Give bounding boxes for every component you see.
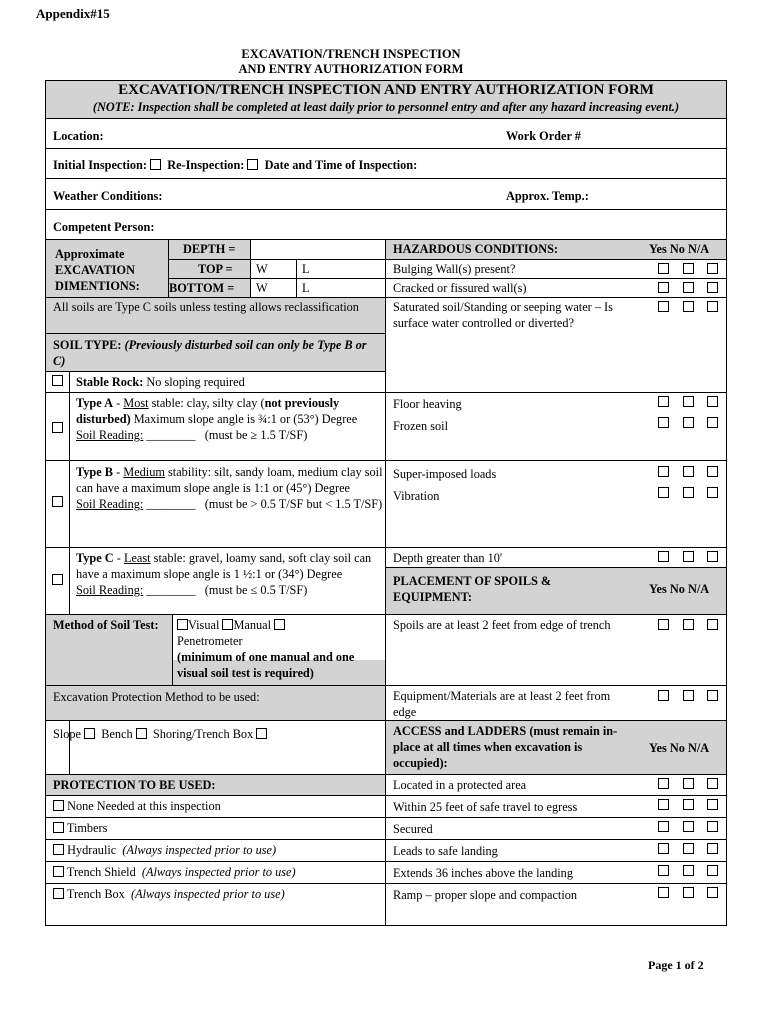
heading-line-1: EXCAVATION/TRENCH INSPECTION	[241, 47, 461, 61]
na-box[interactable]	[707, 865, 718, 876]
type-a-text: Type A - Most stable: clay, silty clay (not previously disturbed) Maximum slope angle is ¾:1 or (53°) Degree Soil Reading: ________ (must be ≥ 1.5 T/SF)	[76, 396, 358, 442]
protection-shield: Trench Shield (Always inspected prior to use)	[53, 864, 296, 880]
yes-box[interactable]	[658, 487, 669, 498]
reinspection-checkbox[interactable]	[247, 159, 258, 170]
top-w[interactable]: W	[256, 262, 268, 276]
na-box[interactable]	[707, 843, 718, 854]
temp-label: Approx. Temp.:	[506, 189, 589, 203]
protection-box: Trench Box (Always inspected prior to use)	[53, 886, 285, 902]
na-box[interactable]	[707, 778, 718, 789]
yes-box[interactable]	[658, 417, 669, 428]
manual-checkbox[interactable]	[222, 619, 233, 630]
na-box[interactable]	[707, 263, 718, 274]
yes-box[interactable]	[658, 843, 669, 854]
no-box[interactable]	[683, 821, 694, 832]
access-item: Ramp – proper slope and compaction	[393, 888, 578, 902]
yes-box[interactable]	[658, 865, 669, 876]
depth-field[interactable]	[251, 241, 385, 259]
work-order-label: Work Order #	[506, 129, 581, 143]
competent-person-row[interactable]	[46, 210, 726, 240]
no-box[interactable]	[683, 887, 694, 898]
spoils-item: Equipment/Materials are at least 2 feet from edge	[393, 689, 611, 719]
yes-box[interactable]	[658, 619, 669, 630]
no-box[interactable]	[683, 282, 694, 293]
method-options: Visual Manual Penetrometer (minimum of one manual and one visual soil test is required)	[177, 618, 355, 680]
yes-box[interactable]	[658, 466, 669, 477]
hazard-item: Saturated soil/Standing or seeping water – Is surface water controlled or diverted?	[393, 300, 613, 330]
no-box[interactable]	[683, 396, 694, 407]
weather-label: Weather Conditions:	[53, 189, 163, 203]
yes-box[interactable]	[658, 690, 669, 701]
appendix-label: Appendix#15	[36, 6, 110, 21]
initial-inspection-label: Initial Inspection:	[53, 158, 147, 172]
no-box[interactable]	[683, 843, 694, 854]
bottom-label: BOTTOM =	[169, 281, 235, 295]
penetrometer-checkbox[interactable]	[274, 619, 285, 630]
spoils-header: PLACEMENT OF SPOILS & EQUIPMENT:	[393, 574, 552, 604]
bench-checkbox[interactable]	[136, 728, 147, 739]
hazard-item: Vibration	[393, 489, 440, 503]
no-box[interactable]	[683, 865, 694, 876]
na-box[interactable]	[707, 690, 718, 701]
type-c-checkbox[interactable]	[52, 574, 63, 585]
na-box[interactable]	[707, 551, 718, 562]
slope-checkbox[interactable]	[84, 728, 95, 739]
heading-line-2: AND ENTRY AUTHORIZATION FORM	[238, 62, 464, 76]
no-box[interactable]	[683, 551, 694, 562]
hazard-item: Cracked or fissured wall(s)	[393, 281, 527, 295]
no-box[interactable]	[683, 417, 694, 428]
na-box[interactable]	[707, 396, 718, 407]
spoils-item: Spoils are at least 2 feet from edge of trench	[393, 618, 611, 632]
no-box[interactable]	[683, 263, 694, 274]
protection-method-options: Slope Bench Shoring/Trench Box	[53, 726, 267, 742]
hazards-header: HAZARDOUS CONDITIONS:	[393, 242, 559, 256]
na-box[interactable]	[707, 799, 718, 810]
yes-box[interactable]	[658, 778, 669, 789]
location-label: Location:	[53, 129, 104, 143]
protection-hydraulic: Hydraulic (Always inspected prior to use)	[53, 842, 276, 858]
initial-inspection-checkbox[interactable]	[150, 159, 161, 170]
na-box[interactable]	[707, 821, 718, 832]
date-time-label: Date and Time of Inspection:	[264, 158, 418, 172]
na-box[interactable]	[707, 887, 718, 898]
hazard-item: Frozen soil	[393, 419, 448, 433]
page-number: Page 1 of 2	[648, 958, 704, 972]
no-box[interactable]	[683, 690, 694, 701]
na-box[interactable]	[707, 619, 718, 630]
yes-box[interactable]	[658, 301, 669, 312]
yes-box[interactable]	[658, 396, 669, 407]
stable-rock-checkbox[interactable]	[52, 375, 63, 386]
type-a-checkbox[interactable]	[52, 422, 63, 433]
yes-box[interactable]	[658, 282, 669, 293]
protection-none: None Needed at this inspection	[53, 798, 221, 814]
access-item: Located in a protected area	[393, 778, 527, 792]
inspection-form	[45, 80, 727, 926]
visual-checkbox[interactable]	[177, 619, 188, 630]
type-b-text: Type B - Medium stability: silt, sandy loam, medium clay soil can have a maximum slope angle is 1:1 or (45°) Degree Soil Reading: ________ (must be > 0.5 T/SF but < 1.5 T/SF)	[76, 465, 383, 511]
stable-rock-text: Stable Rock: No sloping required	[76, 375, 245, 389]
dimensions-label: Approximate EXCAVATION DIMENTIONS:	[55, 247, 140, 293]
yes-box[interactable]	[658, 551, 669, 562]
form-title-row	[46, 81, 726, 119]
top-l[interactable]: L	[302, 262, 310, 276]
location-row[interactable]	[46, 119, 726, 149]
na-box[interactable]	[707, 417, 718, 428]
hazard-item: Super-imposed loads	[393, 467, 497, 481]
access-header: ACCESS and LADDERS (must remain in-place at all times when excavation is occupied):	[393, 724, 618, 770]
yes-box[interactable]	[658, 799, 669, 810]
yes-box[interactable]	[658, 263, 669, 274]
access-item: Secured	[393, 822, 433, 836]
hazard-item: Bulging Wall(s) present?	[393, 262, 516, 276]
hazard-item: Depth greater than 10'	[393, 551, 503, 565]
na-box[interactable]	[707, 487, 718, 498]
trench-box-checkbox[interactable]	[53, 888, 64, 899]
hydraulic-checkbox[interactable]	[53, 844, 64, 855]
spoils-ynn: Yes No N/A	[649, 582, 710, 596]
shoring-checkbox[interactable]	[256, 728, 267, 739]
access-item: Within 25 feet of safe travel to egress	[393, 800, 578, 814]
yes-box[interactable]	[658, 887, 669, 898]
no-box[interactable]	[683, 301, 694, 312]
none-checkbox[interactable]	[53, 800, 64, 811]
timbers-checkbox[interactable]	[53, 822, 64, 833]
access-item: Leads to safe landing	[393, 844, 498, 858]
access-ynn: Yes No N/A	[649, 741, 710, 755]
protection-header: PROTECTION TO BE USED:	[53, 778, 216, 792]
bottom-w[interactable]: W	[256, 281, 268, 295]
top-label: TOP =	[198, 262, 233, 276]
na-box[interactable]	[707, 301, 718, 312]
form-body	[46, 240, 726, 925]
protection-timbers: Timbers	[53, 820, 107, 836]
inspection-type-row	[46, 149, 726, 179]
document-heading	[0, 47, 702, 77]
hazard-item: Floor heaving	[393, 397, 462, 411]
bottom-l[interactable]: L	[302, 281, 310, 295]
access-item: Extends 36 inches above the landing	[393, 866, 573, 880]
no-box[interactable]	[683, 799, 694, 810]
type-c-text: Type C - Least stable: gravel, loamy sand, soft clay soil can have a maximum slope angle is 1 ½:1 or (34°) Degree Soil Reading: ________ (must be ≤ 0.5 T/SF)	[76, 551, 372, 597]
hazards-ynn: Yes No N/A	[649, 242, 710, 256]
type-b-checkbox[interactable]	[52, 496, 63, 507]
na-box[interactable]	[707, 466, 718, 477]
soil-type-header: SOIL TYPE: (Previously disturbed soil can only be Type B or C)	[53, 338, 367, 368]
no-box[interactable]	[683, 466, 694, 477]
na-box[interactable]	[707, 282, 718, 293]
reinspection-label: Re-Inspection:	[167, 158, 245, 172]
depth-label: DEPTH =	[183, 242, 236, 256]
no-box[interactable]	[683, 619, 694, 630]
yes-box[interactable]	[658, 821, 669, 832]
soil-note: All soils are Type C soils unless testing allows reclassification	[53, 300, 359, 314]
protection-method-label: Excavation Protection Method to be used:	[53, 690, 260, 704]
shield-checkbox[interactable]	[53, 866, 64, 877]
form-title: EXCAVATION/TRENCH INSPECTION AND ENTRY AUTHORIZATION FORM	[118, 82, 654, 98]
form-note: (NOTE: Inspection shall be completed at least daily prior to personnel entry and after any hazard increasing event.)	[92, 100, 680, 114]
no-box[interactable]	[683, 778, 694, 789]
no-box[interactable]	[683, 487, 694, 498]
competent-person-label: Competent Person:	[53, 220, 155, 234]
weather-row[interactable]	[46, 179, 726, 210]
method-label: Method of Soil Test:	[53, 618, 159, 632]
